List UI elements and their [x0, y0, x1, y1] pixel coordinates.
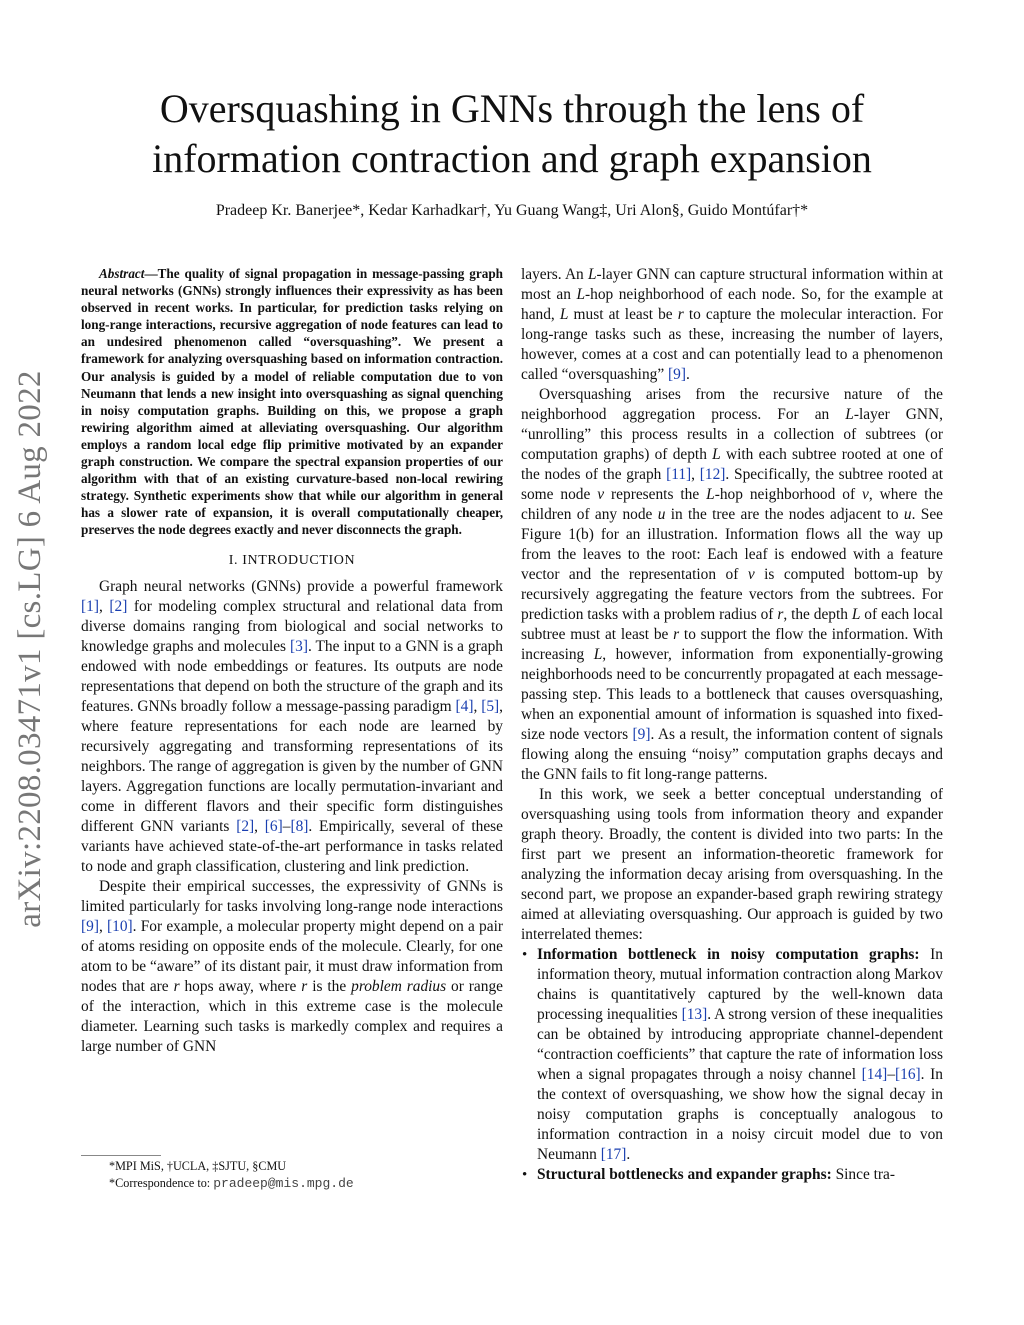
citation-link[interactable]: [10] [107, 917, 133, 935]
right-paragraph-1: layers. An L-layer GNN can capture structural information within at most an L-hop neighborhood of each node. So, for the example at hand, L must at least be r to capture the molecular interaction. For long-range tasks such as these, increasing the number of layers, however, comes at a cost and can potentially lead to a phenomenon called “oversquashing” [9]. [521, 266, 943, 383]
citation-link[interactable]: [9] [632, 726, 651, 743]
citation-link[interactable]: [16] [895, 1066, 921, 1083]
author-list: Pradeep Kr. Banerjee*, Kedar Karhadkar†, Yu Guang Wang‡, Uri Alon§, Guido Montúfar†* [215, 202, 809, 219]
footnote-rule [81, 1155, 161, 1156]
citation-link[interactable]: [14] [861, 1066, 888, 1083]
citation-link[interactable]: [4] [455, 697, 474, 715]
correspondence-footnote: *Correspondence to: pradeep@mis.mpg.de [109, 1176, 354, 1191]
abstract-label: Abstract [99, 266, 145, 281]
right-paragraph-2: Oversquashing arises from the recursive nature of the neighborhood aggregation process. For an L-layer GNN, “unrolling” this process results in a collection of subtrees (or computation graphs) of depth L with each subtree rooted at one of the nodes of the graph [11], [12]. Specifically, the subtree rooted at some node v represents the L-hop neighborhood of v, where the children of any node u in the tree are the nodes adjacent to u. See Figure 1(b) for an illustration. Information flows all the way up from the leaves to the root: Each leaf is endowed with a feature vector and the representation of v is computed bottom-up by recursively aggregating the feature vectors from the subtrees. For prediction tasks with a problem radius of r, the depth L of each local subtree must at least be r to support the flow the information. With increasing L, however, information from exponentially-growing neighborhoods need to be concurrently propagated at each message-passing step. This leads to a bottleneck that causes oversquashing, when an exponential amount of information is squashed into fixed-size node vectors [9]. As a result, the information content of signals flowing along the ensuing “noisy” computation graphs decays and the GNN fails to fit long-range patterns. [521, 386, 943, 783]
citation-link[interactable]: [8] [290, 817, 309, 835]
title-line-2: information contraction and graph expansion [152, 136, 872, 181]
section-heading-introduction: I. INTRODUCTION [228, 552, 356, 568]
citation-link[interactable]: [3] [290, 637, 308, 655]
abstract [81, 265, 503, 539]
footnotes [81, 1158, 503, 1192]
right-paragraph-3: In this work, we seek a better conceptual understanding of oversquashing using tools from information theory and expander graph theory. Broadly, the content is divided into two parts: In the first part we present an information-theoretic framework for analyzing the information decay arising from oversquashing. In the second part, we propose an expander-based graph rewiring strategy aimed at alleviating oversquashing. Our approach is guided by two interrelated themes: [521, 786, 943, 943]
citation-link[interactable]: [6] [264, 817, 283, 835]
citation-link[interactable]: [5] [481, 697, 500, 715]
intro-paragraph-1: Graph neural networks (GNNs) provide a powerful framework [1], [2] for modeling complex structural and relational data from diverse domains ranging from biological and social networks to knowledge graphs and molecules [3]. The input to a GNN is a graph endowed with node embeddings or features. Its outputs are node representations that depend on both the structure of the graph and its features. GNNs broadly follow a message-passing paradigm [4], [5], where feature representations for each node are learned by recursively aggregating and transforming representations of its neighbors. The range of aggregation is given by the number of GNN layers. Aggregation functions are locally permutation-invariant and come in different flavors and their specific form distinguishes different GNN variants [2], [6]–[8]. Empirically, several of these variants have achieved state-of-the-art performance in tasks related to node and graph classification, clustering and link prediction. [81, 577, 503, 875]
citation-link[interactable]: [9] [668, 366, 686, 383]
arxiv-watermark [8, 362, 52, 936]
themes-list [521, 945, 943, 1185]
left-column [81, 265, 503, 1057]
citation-link[interactable]: [2] [236, 817, 255, 835]
right-column [521, 265, 943, 1185]
citation-link[interactable]: [2] [109, 597, 128, 615]
intro-paragraph-2: Despite their empirical successes, the expressivity of GNNs is limited particularly for tasks involving long-range node interactions [9], [10]. For example, a molecular property might depend on a pair of atoms residing on opposite ends of the molecule. Clearly, for one atom to be “aware” of its distant pair, it must draw information from nodes that are r hops away, where r is the problem radius or range of the interaction, which in this extreme case is the molecule diameter. Learning such tasks is markedly complex and requires a large number of GNN [81, 877, 503, 1055]
citation-link[interactable]: [9] [81, 917, 99, 935]
list-item: • Structural bottlenecks and expander graphs: Since tra- [521, 1165, 943, 1185]
citation-link[interactable]: [13] [681, 1006, 708, 1023]
paper-title [100, 84, 924, 184]
citation-link[interactable]: [17] [600, 1146, 627, 1163]
citation-link[interactable]: [1] [81, 597, 99, 615]
citation-link[interactable]: [12] [699, 466, 726, 483]
title-line-1: Oversquashing in GNNs through the lens of [159, 86, 865, 131]
citation-link[interactable]: [11] [666, 466, 692, 483]
affiliations-footnote: *MPI MiS, †UCLA, ‡SJTU, §CMU [109, 1159, 287, 1173]
abstract-text: —The quality of signal propagation in message-passing graph neural networks (GNNs) strongly influences their expressivity as has been observed in recent works. In particular, for prediction tasks relying on long-range interactions, recursive aggregation of node features can lead to an undesired phenomenon called “oversquashing”. We present a framework for analyzing oversquashing based on information contraction. Our analysis is guided by a model of reliable computation due to von Neumann that lends a new insight into oversquashing as signal quenching in noisy computation graphs. Building on this, we propose a graph rewiring algorithm aimed at alleviating oversquashing. Our algorithm employs a random local edge flip primitive motivated by an expander graph construction. We compare the spectral expansion properties of our algorithm with that of an existing curvature-based non-local rewiring strategy. Synthetic experiments show that while our algorithm in general has a slower rate of expansion, it is overall computationally cheaper, preserves the node degrees exactly and never disconnects the graph. [81, 266, 503, 538]
correspondence-email[interactable]: pradeep@mis.mpg.de [213, 1176, 354, 1191]
list-item: • Information bottleneck in noisy computation graphs: In information theory, mutual information contraction along Markov chains is quantitatively captured by the well-known data processing inequalities [13]. A strong version of these inequalities can be obtained by introducing appropriate channel-dependent “contraction coefficients” that capture the rate of information loss when a signal propagates through a noisy channel [14]–[16]. In the context of oversquashing, we show how the signal decay in noisy computation graphs is conceptually analogous to information contraction in a noisy circuit model due to von Neumann [17]. [521, 945, 943, 1165]
arxiv-watermark-text: arXiv:2208.03471v1 [cs.LG] 6 Aug 2022 [12, 370, 48, 928]
